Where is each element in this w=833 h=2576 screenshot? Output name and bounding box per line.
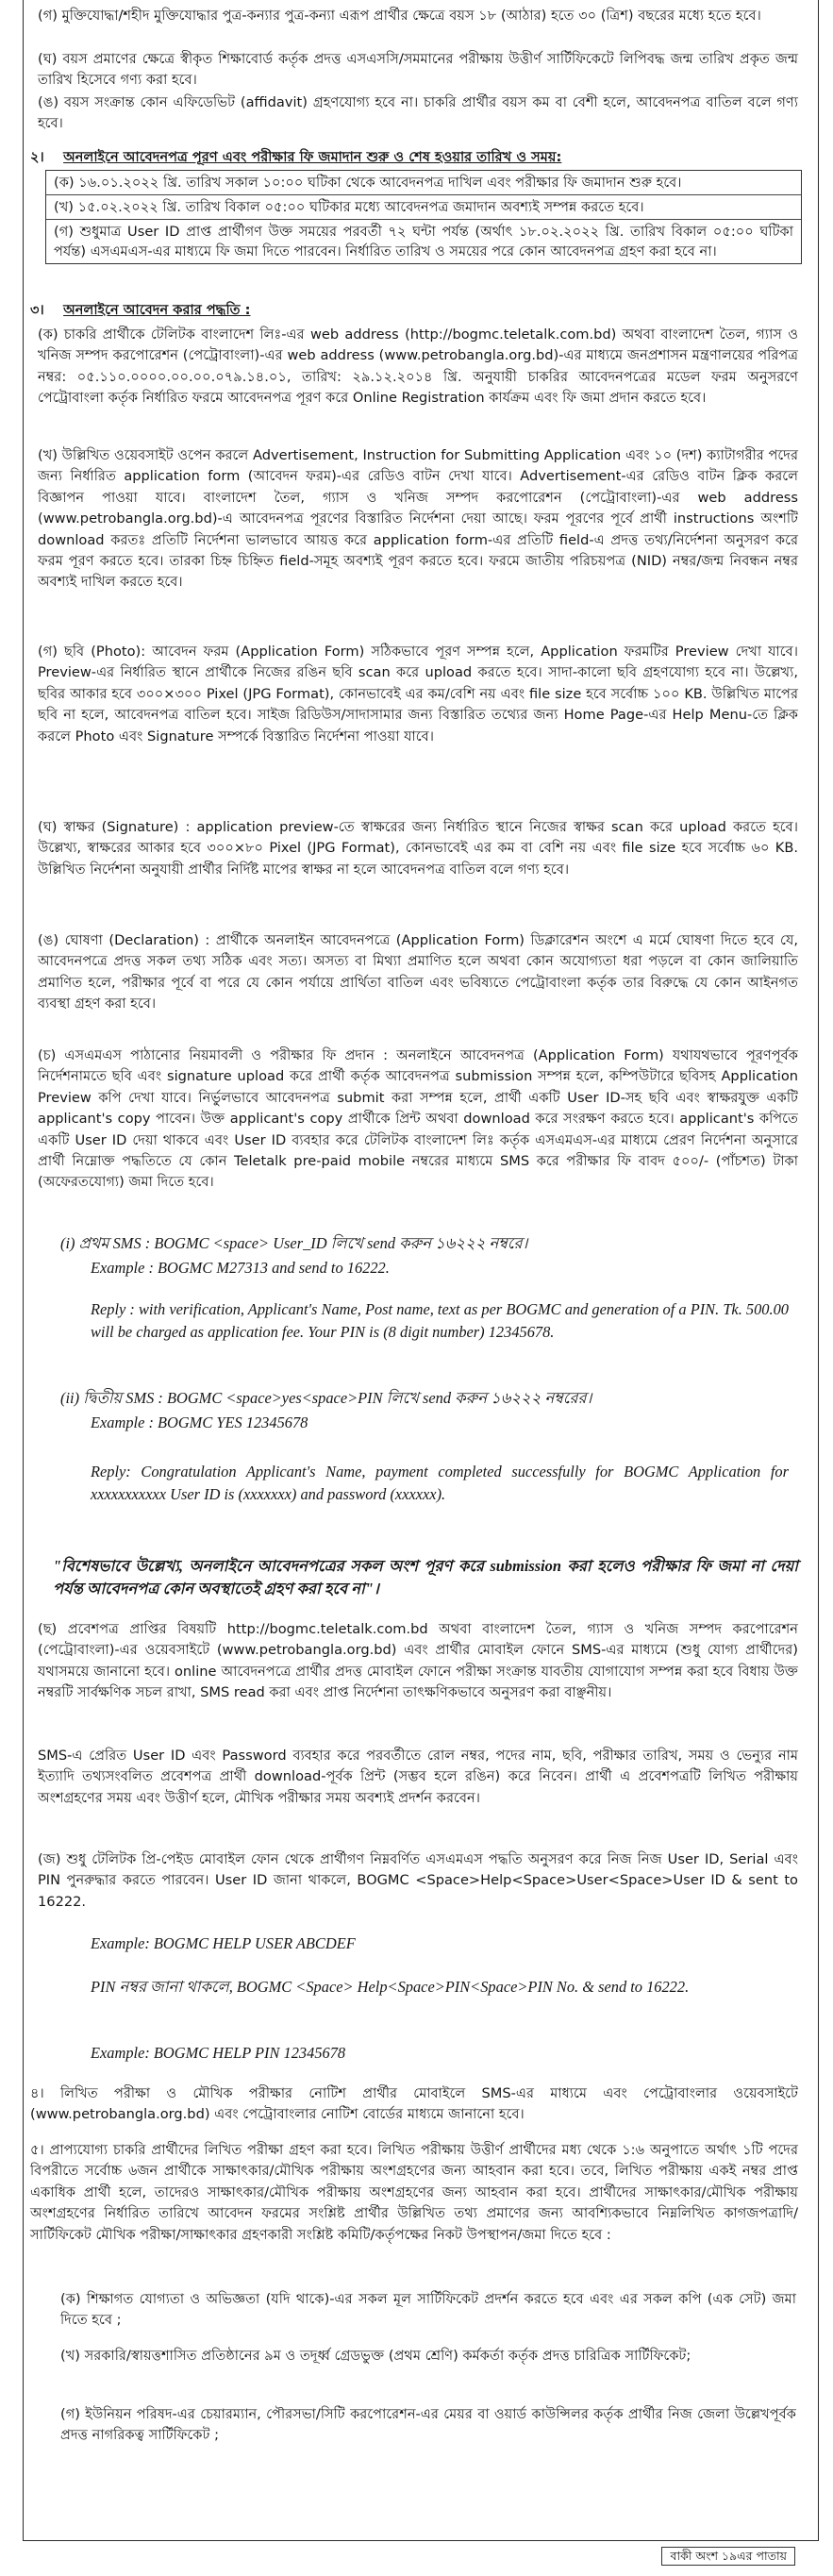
- recovery-example-pin: Example: BOGMC HELP PIN 12345678: [91, 2044, 346, 2062]
- admit-card-download-clause: SMS-এ প্রেরিত User ID এবং Password ব্যবহার করে পরবর্তীতে রোল নম্বর, পদের নাম, ছবি, পরীক্ষার তারিখ, সময় ও ভেন্যুর নাম ইত্যাদি তথ্যসংবলিত প্রবেশপত্র প্রার্থী download-পূর্বক প্রিন্ট (সম্ভব হলে রঙিন) করে নিবেন। প্রার্থী এ প্রবেশপত্রটি লিখিত পরীক্ষায় অংশগ্রহণের সময় এবং উত্তীর্ণ হলে, মৌখিক পরীক্ষার সময় অবশ্যই প্রদর্শন করবেন।: [38, 1748, 798, 1806]
- document-item-ga: (গ) ইউনিয়ন পরিষদ-এর চেয়ারম্যান, পৌরসভা/সিটি করপোরেশন-এর মেয়র বা ওয়ার্ড কাউন্সিলর কর্তৃক প্রার্থীর নিজ জেলা উল্লেখপূর্বক প্রদত্ত নাগরিকত্ব সার্টিফিকেট ;: [60, 2406, 796, 2444]
- sms-first-example: Example : BOGMC M27313 and send to 16222.: [91, 1259, 390, 1277]
- section-3-heading: [30, 300, 804, 321]
- deadline-row-fee: (গ) শুধুমাত্র User ID প্রাপ্ত প্রার্থীগণ উক্ত সময়ের পরবর্তী ৭২ ঘন্টা পর্যন্ত (অর্থাৎ ১৮.০২.২০২২ খ্রি. তারিখ বিকাল ০৫:০০ ঘটিকা পর্যন্ত) এসএমএস-এর মাধ্যমে ফি জমা দিতে পারবেন। নির্ধারিত তারিখ ও সময়ের পরে কোন আবেদনপত্র গ্রহণ করা হবে না।: [54, 224, 793, 259]
- section-3-number: ৩।: [30, 302, 44, 318]
- continued-on-page-label: বাকী অংশ ১৯এর পাতায়: [661, 2547, 795, 2566]
- admit-card-clause-chha: (ছ) প্রবেশপত্র প্রাপ্তির বিষয়টি http://bogmc.teletalk.com.bd অথবা বাংলাদেশ তৈল, গ্যাস ও খনিজ সম্পদ করপোরেশন (পেট্রোবাংলা)-এর ওয়েবসাইটে (www.petrobangla.org.bd) এবং প্রার্থীর মোবাইল ফোনে SMS-এর মাধ্যমে (শুধু যোগ্য প্রার্থীদের) যথাসময়ে জানানো হবে। online আবেদনপত্রে প্রার্থীর প্রদত্ত মোবাইল ফোনে পরীক্ষা সংক্রান্ত যাবতীয় যোগাযোগ সম্পন্ন করা হবে বিধায় উক্ত নম্বরটি সার্বক্ষণিক সচল রাখা, SMS read করা এবং প্রাপ্ত নির্দেশনা তাৎক্ষণিকভাবে অনুসরণ করা বাঞ্ছনীয়।: [38, 1621, 798, 1701]
- deadline-row-end: (খ) ১৫.০২.২০২২ খ্রি. তারিখ বিকাল ০৫:০০ ঘটিকার মধ্যে আবেদনপত্র জমাদান অবশ্যই সম্পন্ন করতে হবে।: [46, 195, 801, 220]
- sms-first-reply: Reply : with verification, Applicant's Name, Post name, text as per BOGMC and generation of a PIN. Tk. 500.00 will be charged as application fee. Your PIN is (8 digit number) 12345678.: [91, 1300, 789, 1341]
- document-item-ka: (ক) শিক্ষাগত যোগ্যতা ও অভিজ্ঞতা (যদি থাকে)-এর সকল মূল সার্টিফিকেট প্রদর্শন করতে হবে এবং এর সকল কপি (এক সেট) জমা দিতে হবে ;: [60, 2291, 796, 2329]
- age-clause-ga: (গ) মুক্তিযোদ্ধা/শহীদ মুক্তিযোদ্ধার পুত্র-কন্যার পুত্র-কন্যা এরূপ প্রার্থীর ক্ষেত্রে বয়স ১৮ (আঠার) হতে ৩০ (ত্রিশ) বছরের মধ্যে হতে হবে।: [38, 8, 761, 24]
- section-5-text: ৫। প্রাপ্যযোগ্য চাকরি প্রার্থীদের লিখিত পরীক্ষা গ্রহণ করা হবে। লিখিত পরীক্ষায় উত্তীর্ণ প্রার্থীদের মধ্য থেকে ১:৬ অনুপাতে অর্থাৎ ১টি পদের বিপরীতে সর্বোচ্চ ৬জন প্রার্থীকে সাক্ষাৎকার/মৌখিক পরীক্ষায় অংশগ্রহণের জন্য আহবান করা হবে। তবে, লিখিত পরীক্ষায় একই নম্বর প্রাপ্ত একাধিক প্রার্থী হলে, তাদেরও সাক্ষাৎকার/মৌখিক পরীক্ষায় অংশগ্রহণের জন্য আহবান করা হবে। প্রার্থীদের সাক্ষাৎকার/মৌখিক পরীক্ষায় অংশগ্রহণের নির্ধারিত তারিখে আবেদন ফরমের সংশ্লিষ্ট প্রার্থীর উল্লিখিত তথ্য প্রমাণের জন্য আবশ্যিকভাবে নিম্নলিখিত কাগজপত্রাদি/সার্টিফিকেট মৌখিক পরীক্ষা/সাক্ষাৎকার গ্রহণকারী সংশ্লিষ্ট কমিটি/কর্তৃপক্ষের নিকট উপস্থাপন/জমা দিতে হবে :: [30, 2142, 798, 2243]
- recovery-example-user: Example: BOGMC HELP USER ABCDEF: [91, 1934, 356, 1952]
- apply-clause-kha: (খ) উল্লিখিত ওয়েবসাইট ওপেন করলে Advertisement, Instruction for Submitting Application এবং ১০ (দশ) ক্যাটাগরীর পদের জন্য নির্ধারিত application form (আবেদন ফরম)-এর রেডিও বাটন দেখা যাবে। Advertisement-এর রেডিও বাটন ক্লিক করলে বিজ্ঞাপন পাওয়া যাবে। বাংলাদেশ তৈল, গ্যাস ও খনিজ সম্পদ করপোরেশন (পেট্রোবাংলা)-এর web address (www.petrobangla.org.bd)-এ আবেদনপত্র পূরণের বিস্তারিত নির্দেশনা দেয়া আছে। ফরম পূরণের পূর্বে প্রার্থী instructions অংশটি download করতঃ প্রতিটি নির্দেশনা ভালভাবে আয়ত্ত করে application form-এর প্রতিটি field-এ প্রদত্ত তথ্য/নির্দেশনা অনুসরণ করে ফরম পূরণ করতে হবে। তারকা চিহ্ন চিহ্নিত field-সমূহ অবশ্যই পূরণ করতে হবে। ফরমে জাতীয় পরিচয়পত্র (NID) নম্বর/জন্ম নিবন্ধন নম্বর অবশ্যই দাখিল করতে হবে।: [38, 447, 798, 591]
- sms-second-reply: Reply: Congratulation Applicant's Name, payment completed successfully for BOGMC Application for xxxxxxxxxxx User ID is (xxxxxxx) and password (xxxxxx).: [91, 1463, 789, 1503]
- sms-second-instruction: (ii) দ্বিতীয় SMS : BOGMC <space>yes<space>PIN লিখে send করুন ১৬২২২ নম্বরের।: [60, 1389, 592, 1407]
- section-2-number: ২।: [30, 149, 44, 165]
- recovery-pin-instruction: PIN নম্বর জানা থাকলে, BOGMC <Space> Help<Space>PIN<Space>PIN No. & send to 16222.: [91, 1978, 690, 1996]
- sms-second-example: Example : BOGMC YES 12345678: [91, 1413, 308, 1431]
- section-2-title: অনলাইনে আবেদনপত্র পূরণ এবং পরীক্ষার ফি জমাদান শুরু ও শেষ হওয়ার তারিখ ও সময়:: [63, 149, 562, 165]
- age-clause-gha: (ঘ) বয়স প্রমাণের ক্ষেত্রে স্বীকৃত শিক্ষাবোর্ড কর্তৃক প্রদত্ত এসএসসি/সমমানের পরীক্ষায় উত্তীর্ণ সার্টিফিকেটে লিপিবদ্ধ জন্ম তারিখ প্রকৃত জন্ম তারিখ হিসেবে গণ্য করা হবে।: [38, 51, 798, 89]
- sms-first-instruction: (i) প্রথম SMS : BOGMC <space> User_ID লিখে send করুন ১৬২২২ নম্বরে।: [60, 1234, 528, 1252]
- important-note: "বিশেষভাবে উল্লেখ্য, অনলাইনে আবেদনপত্রের সকল অংশ পূরণ করে submission করা হলেও পরীক্ষার ফি জমা না দেয়া পর্যন্ত আবেদনপত্র কোন অবস্থাতেই গ্রহণ করা হবে না"।: [53, 1557, 798, 1597]
- sms-fee-clause-cha: (চ) এসএমএস পাঠানোর নিয়মাবলী ও পরীক্ষার ফি প্রদান : অনলাইনে আবেদনপত্র (Application Form) যথাযথভাবে পূরণপূর্বক নির্দেশনামতে ছবি এবং signature upload করে প্রার্থী কর্তৃক আবেদনপত্র submission সম্পন্ন হলে, কম্পিউটারে ছবিসহ Application Preview কপি দেখা যাবে। নির্ভুলভাবে আবেদনপত্র submit করা সম্পন্ন হলে, প্রার্থী একটি User ID-সহ ছবি এবং স্বাক্ষরযুক্ত একটি applicant's copy পাবেন। উক্ত applicant's copy প্রার্থীকে প্রিন্ট অথবা download করে সংরক্ষণ করতে হবে। applicant's কপিতে একটি User ID দেয়া থাকবে এবং User ID ব্যবহার করে টেলিটক বাংলাদেশ লিঃ কর্তৃক এসএমএস-এর মাধ্যমে প্রেরণ নির্দেশনা অনুসারে প্রার্থী নিম্নোক্ত পদ্ধতিতে যে কোন Teletalk pre-paid mobile নম্বরের মাধ্যমে SMS করে পরীক্ষার ফি বাবদ ৫০০/- (পাঁচশত) টাকা (অফেরতযোগ্য) জমা দিতে হবে।: [38, 1047, 798, 1191]
- signature-clause-gha: (ঘ) স্বাক্ষর (Signature) : application preview-তে স্বাক্ষরের জন্য নির্ধারিত স্থানে নিজের স্বাক্ষর scan করে upload করতে হবে। উল্লেখ্য, স্বাক্ষরের আকার হবে ৩০০×৮০ Pixel (JPG Format), কোনভাবেই এর কম বা বেশি নয় এবং file size হবে সর্বোচ্চ ৬০ KB. উল্লিখিত নির্দেশনা অনুযায়ী প্রার্থীর নির্দিষ্ট মাপের স্বাক্ষর না হলে আবেদনপত্র বাতিল বলে গণ্য হবে।: [38, 819, 798, 878]
- recovery-clause-ja: (জ) শুধু টেলিটক প্রি-পেইড মোবাইল ফোন থেকে প্রার্থীগণ নিম্নবর্ণিত এসএমএস পদ্ধতি অনুসরণ করে নিজ নিজ User ID, Serial এবং PIN পুনরুদ্ধার করতে পারবেন। User ID জানা থাকলে, BOGMC <Space>Help<Space>User<Space>User ID & sent to 16222.: [38, 1851, 798, 1910]
- document-item-kha: (খ) সরকারি/স্বায়ত্তশাসিত প্রতিষ্ঠানের ৯ম ও তদূর্ধ্ব গ্রেডভুক্ত (প্রথম শ্রেণি) কর্মকর্তা কর্তৃক প্রদত্ত চারিত্রিক সার্টিফিকেট;: [60, 2348, 691, 2364]
- section-2-heading: [30, 147, 804, 168]
- photo-clause-ga: (গ) ছবি (Photo): আবেদন ফরম (Application Form) সঠিকভাবে পূরণ সম্পন্ন হলে, Application ফরমটির Preview দেখা যাবে। Preview-এর নির্ধারিত স্থানে প্রার্থীকে নিজের রঙিন ছবি scan করে upload করতে হবে। সাদা-কালো ছবি গ্রহণযোগ্য হবে না। উল্লেখ্য, ছবির আকার হবে ৩০০×৩০০ Pixel (JPG Format), কোনভাবেই এর কম/বেশি নয় এবং file size হবে সর্বোচ্চ ১০০ KB. উল্লিখিত মাপের ছবি না হলে, আবেদনপত্র বাতিল হবে। সাইজ রিডিউস/সাদাসামার জন্য বিস্তারিত তথ্যের জন্য Home Page-এর Help Menu-তে ক্লিক করলে Photo এবং Signature সম্পর্কে বিস্তারিত নির্দেশনা পাওয়া যাবে।: [38, 644, 798, 744]
- deadline-row-start: (ক) ১৬.০১.২০২২ খ্রি. তারিখ সকাল ১০:০০ ঘটিকা থেকে আবেদনপত্র দাখিল এবং পরীক্ষার ফি জমাদান শুরু হবে।: [46, 171, 801, 195]
- age-clause-uma: (ঙ) বয়স সংক্রান্ত কোন এফিডেভিট (affidavit) গ্রহণযোগ্য হবে না। চাকরি প্রার্থীর বয়স কম বা বেশী হলে, আবেদনপত্র বাতিল বলে গণ্য হবে।: [38, 94, 798, 132]
- section-3-title: অনলাইনে আবেদন করার পদ্ধতি :: [63, 302, 251, 318]
- deadline-table: [45, 170, 802, 264]
- apply-clause-ka: (ক) চাকরি প্রার্থীকে টেলিটক বাংলাদেশ লিঃ-এর web address (http://bogmc.teletalk.com.bd) অথবা বাংলাদেশ তৈল, গ্যাস ও খনিজ সম্পদ করপোরেশন (পেট্রোবাংলা)-এর web address (www.petrobangla.org.bd)-এর মাধ্যমে জনপ্রশাসন মন্ত্রণালয়ের পরিপত্র নম্বর: ০৫.১১০.০০০০.০০.০০.০৭৯.১৪.০১, তারিখ: ২৯.১২.২০১৪ খ্রি. অনুযায়ী চাকরির আবেদনপত্রের মডেল ফরম অনুসরণে পেট্রোবাংলা কর্তৃক নির্ধারিত ফরমে আবেদনপত্র পূরণ করে Online Registration কার্যক্রম এবং ফি জমা প্রদান করতে হবে।: [38, 326, 798, 407]
- section-4-notice: ৪। লিখিত পরীক্ষা ও মৌখিক পরীক্ষার নোটিশ প্রার্থীর মোবাইলে SMS-এর মাধ্যমে এবং পেট্রোবাংলার ওয়েবসাইটে (www.petrobangla.org.bd) এবং পেট্রোবাংলার নোটিশ বোর্ডের মাধ্যমে জানানো হবে।: [30, 2085, 798, 2123]
- declaration-clause-uma: (ঙ) ঘোষণা (Declaration) : প্রার্থীকে অনলাইন আবেদনপত্রে (Application Form) ডিক্লারেশন অংশে এ মর্মে ঘোষণা দিতে হবে যে, আবেদনপত্রে প্রদত্ত সকল তথ্য সঠিক এবং সত্য। অসত্য বা মিথ্যা প্রমাণিত হলে অথবা কোন অযোগ্যতা ধরা পড়লে বা কোন জালিয়াতি প্রমাণিত হলে, পরীক্ষার পূর্বে বা পরে যে কোন পর্যায়ে প্রার্থিতা বাতিল এবং ভবিষ্যতে পেট্রোবাংলা কর্তৃক তার বিরুদ্ধে যে কোন আইনগত ব্যবস্থা গ্রহণ করা হবে।: [38, 932, 798, 1012]
